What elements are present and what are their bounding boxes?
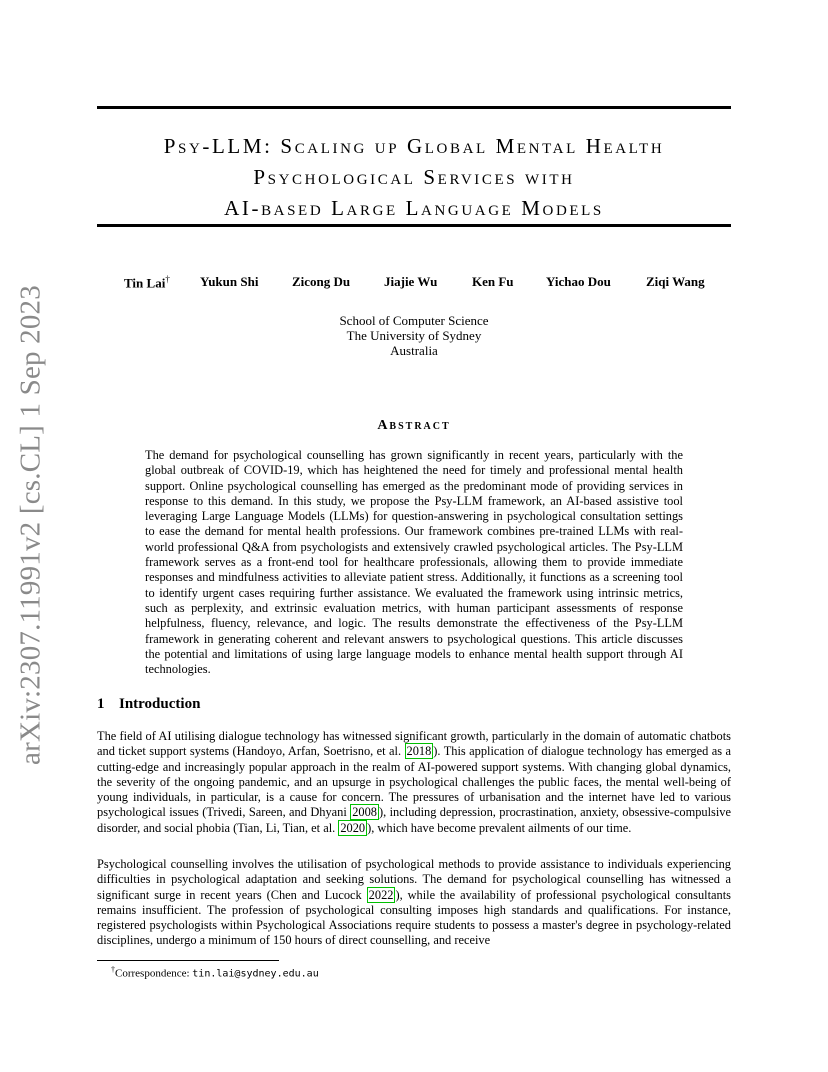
title-top-rule xyxy=(97,106,731,109)
author-list xyxy=(97,274,731,292)
citation-link[interactable]: 2020 xyxy=(340,820,366,835)
footnote-label: Correspondence: xyxy=(115,967,193,980)
correspondence-mark: † xyxy=(165,274,170,284)
affiliation-country: Australia xyxy=(390,343,438,358)
title-line-2: Psychological Services with xyxy=(253,165,575,189)
author-name: Jiajie Wu xyxy=(384,274,438,289)
footnote-mark: † xyxy=(111,965,115,974)
author-name: Yukun Shi xyxy=(200,274,259,289)
arxiv-identifier-text: arXiv:2307.11991v2 [cs.CL] 1 Sep 2023 xyxy=(14,285,47,765)
author-name: Ken Fu xyxy=(472,274,514,289)
affiliation xyxy=(97,313,731,358)
section-heading xyxy=(97,696,200,713)
author-name: Ziqi Wang xyxy=(646,274,705,289)
abstract-text: The demand for psychological counselling has grown significantly in recent years, particularly with the global outbreak of COVID-19, which has heightened the need for timely and professional mental health support. Online psychological counselling has emerged as the predominant mode of providing services in response to this demand. In this study, we propose the Psy-LLM framework, an AI-based assistive tool leveraging Large Language Models (LLMs) for question-answering in psychological consultation settings to ease the demand for mental health professions. Our framework combines pre-trained LLMs with real-world professional Q&A from psychologists and extensively crawled psychological articles. The Psy-LLM framework serves as a front-end tool for healthcare professionals, allowing them to provide immediate responses and mindfulness activities to alleviate patient stress. Additionally, it functions as a screening tool to identify urgent cases requiring further assistance. We evaluated the framework using intrinsic metrics, such as perplexity, and extrinsic evaluation metrics, with human participant assessments of response helpfulness, fluency, relevance, and logic. The results demonstrate the effectiveness of the Psy-LLM framework in generating coherent and relevant answers to psychological questions. This article discusses the potential and limitations of using large language models to enhance mental health support through AI technologies. xyxy=(145,448,683,677)
author-name: Zicong Du xyxy=(292,274,351,289)
body-paragraph: Psychological counselling involves the utilisation of psychological methods to provide assistance to individuals experiencing difficulties in psychological adaptation and seeking solutions. The demand for psychological counselling has witnessed a significant surge in recent years (Chen and Lucock 2022 ), while the availability of professional psychological consultants remains insufficient. The profession of psychological consulting imposes high standards and qualifications. For instance, registered psychologists within Psychological Associations require students to possess a master's degree in psychology-related disciplines, undergo a minimum of 150 hours of direct counselling, and receive xyxy=(97,857,731,948)
title-line-3: AI-based Large Language Models xyxy=(224,196,604,220)
affiliation-university: The University of Sydney xyxy=(346,328,482,343)
arxiv-identifier-stamp xyxy=(6,285,56,765)
correspondence-email: tin.lai@sydney.edu.au xyxy=(192,968,319,980)
footnote xyxy=(111,963,319,982)
body-paragraph: The field of AI utilising dialogue technology has witnessed significant growth, particularly in the domain of automatic chatbots and ticket support systems (Handoyo, Arfan, Soetrisno, et al. 2018 ). This application of dialogue technology has emerged as a cutting-edge and increasingly popular approach in the realm of AI-powered support systems. With changing global dynamics, the severity of the ongoing pandemic, and an upsurge in psychological challenges the public faces, the mental well-being of young individuals, in particular, is a cause for concern. The pressures of urbanisation and the internet have led to various psychological issues (Trivedi, Sareen, and Dhyani 2008 ), including depression, procrastination, anxiety, obsessive-compulsive disorder, and social phobia (Tian, Li, Tian, et al. 2020 ), which have become prevalent ailments of our time. xyxy=(97,729,732,835)
citation-link[interactable]: 2022 xyxy=(368,887,394,902)
section-title: Introduction xyxy=(119,696,201,712)
footnote-rule xyxy=(97,960,279,961)
title-line-1: Psy-LLM: Scaling up Global Mental Health xyxy=(163,134,665,158)
section-number: 1 xyxy=(97,696,105,712)
author-name: Tin Lai† xyxy=(124,274,170,291)
title-bottom-rule xyxy=(97,224,731,227)
citation-link[interactable]: 2018 xyxy=(406,744,432,759)
paper-title xyxy=(97,131,731,224)
author-name: Yichao Dou xyxy=(546,274,611,289)
citation-link[interactable]: 2008 xyxy=(352,805,377,820)
affiliation-school: School of Computer Science xyxy=(339,313,489,328)
abstract-heading: Abstract xyxy=(377,418,451,433)
